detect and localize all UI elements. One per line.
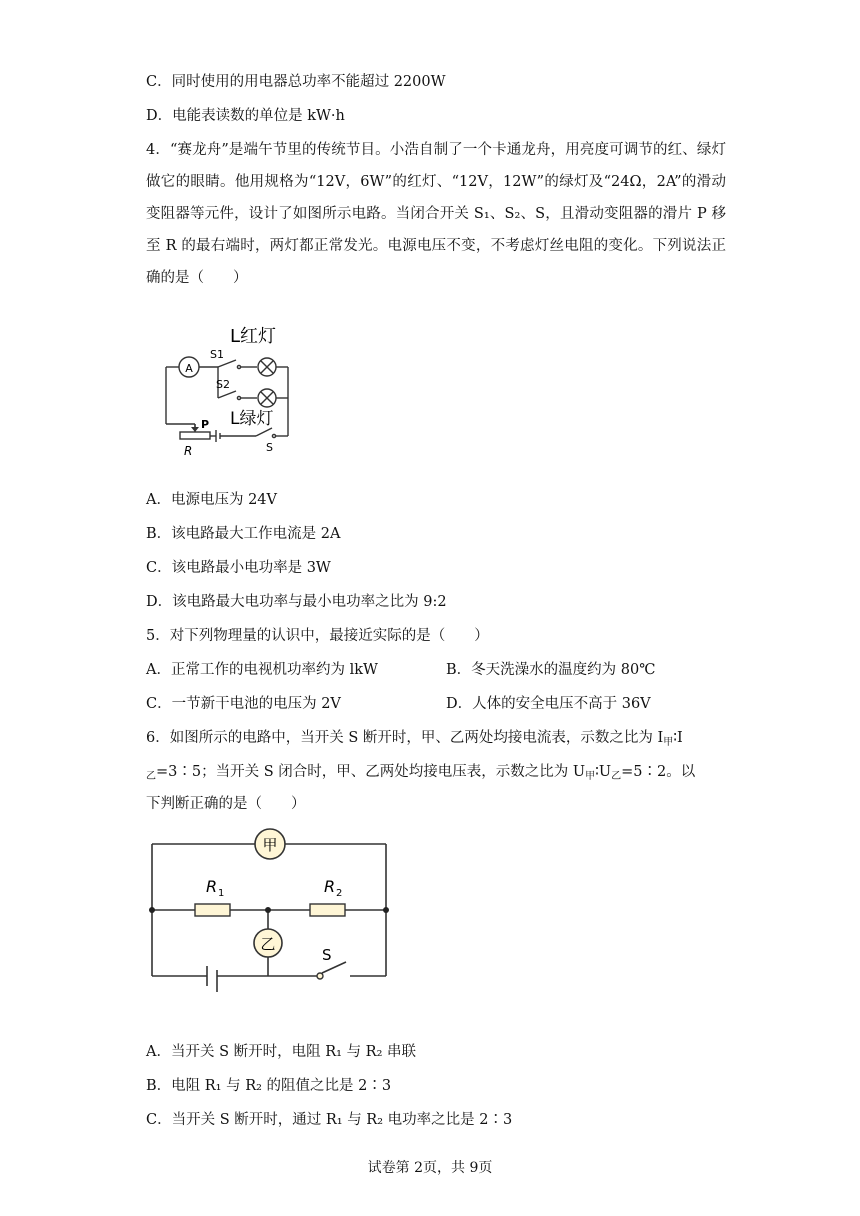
r2-label: R <box>324 877 336 896</box>
q4-option-a: A．电源电压为 24V <box>146 492 278 508</box>
slider-p-label: P <box>201 418 210 431</box>
ammeter-label: A <box>185 362 193 375</box>
q4-circuit-diagram <box>150 316 310 461</box>
switch-s-label: S <box>266 441 273 454</box>
resistor-r2-icon <box>310 904 345 916</box>
switch-s2-label: S2 <box>216 378 230 391</box>
switch-s-icon <box>317 973 323 979</box>
r1-label: R <box>206 877 218 896</box>
yi-label: 乙 <box>260 935 276 953</box>
switch-s1-label: S1 <box>210 348 224 361</box>
q6-circuit-diagram <box>140 826 400 994</box>
r2-subscript: 2 <box>336 888 343 899</box>
rheostat-r-label: R <box>184 444 193 458</box>
r1-subscript: 1 <box>218 888 225 899</box>
green-lamp-label: L绿灯 <box>230 409 274 429</box>
q4-option-c: C．该电路最小电功率是 3W <box>146 560 331 576</box>
q3-option-d: D．电能表读数的单位是 kW·h <box>146 108 345 124</box>
s-label: S <box>322 946 332 964</box>
q6-option-c: C．当开关 S 断开时，通过 R₁ 与 R₂ 电功率之比是 2∶3 <box>146 1112 513 1128</box>
q5-stem: 5．对下列物理量的认识中，最接近实际的是（ ） <box>146 628 489 644</box>
q5-option-b: B．冬天洗澡水的温度约为 80℃ <box>446 662 656 678</box>
q4-option-d: D．该电路最大电功率与最小电功率之比为 9:2 <box>146 594 447 610</box>
q5-option-c: C．一节新干电池的电压为 2V <box>146 696 341 712</box>
q6-stem-line3: 下判断正确的是（ ） <box>146 796 306 812</box>
q5-option-a: A．正常工作的电视机功率约为 lkW <box>146 662 378 678</box>
q6-stem-line1: 6．如图所示的电路中，当开关 S 断开时，甲、乙两处均接电流表，示数之比为 $I_甲∶I$ <box>146 730 683 748</box>
resistor-r1-icon <box>195 904 230 916</box>
q5-option-d: D．人体的安全电压不高于 36V <box>446 696 651 712</box>
q4-stem: 4．“赛龙舟”是端午节里的传统节目。小浩自制了一个卡通龙舟，用亮度可调节的红、绿灯做它的眼睛。他用规格为“12V，6W”的红灯、“12V，12W”的绿灯及“24Ω，2A”的滑动变阻器等元件，设计了如图所示电路。当闭合开关 S₁、S₂、S，且滑动变阻器的滑片 P 移至 R 的最右端时，两灯都正常发光。电源电压不变，不考虑灯丝电阻的变化。下列说法正确的是（ ） <box>146 142 726 286</box>
q3-option-c: C．同时使用的用电器总功率不能超过 2200W <box>146 74 446 90</box>
red-lamp-label: L红灯 <box>230 326 277 347</box>
q6-option-b: B．电阻 R₁ 与 R₂ 的阻值之比是 2∶3 <box>146 1078 392 1094</box>
q6-option-a: A．当开关 S 断开时，电阻 R₁ 与 R₂ 串联 <box>146 1044 417 1060</box>
page-footer: 试卷第 2页，共 9页 <box>367 1160 493 1176</box>
q4-option-b: B．该电路最大工作电流是 2A <box>146 526 341 542</box>
q6-stem-line2: $_乙$=3∶5；当开关 S 闭合时，甲、乙两处均接电压表，示数之比为 $U_甲∶U_乙=5∶2$。以 <box>146 764 696 782</box>
jia-label: 甲 <box>262 836 278 854</box>
